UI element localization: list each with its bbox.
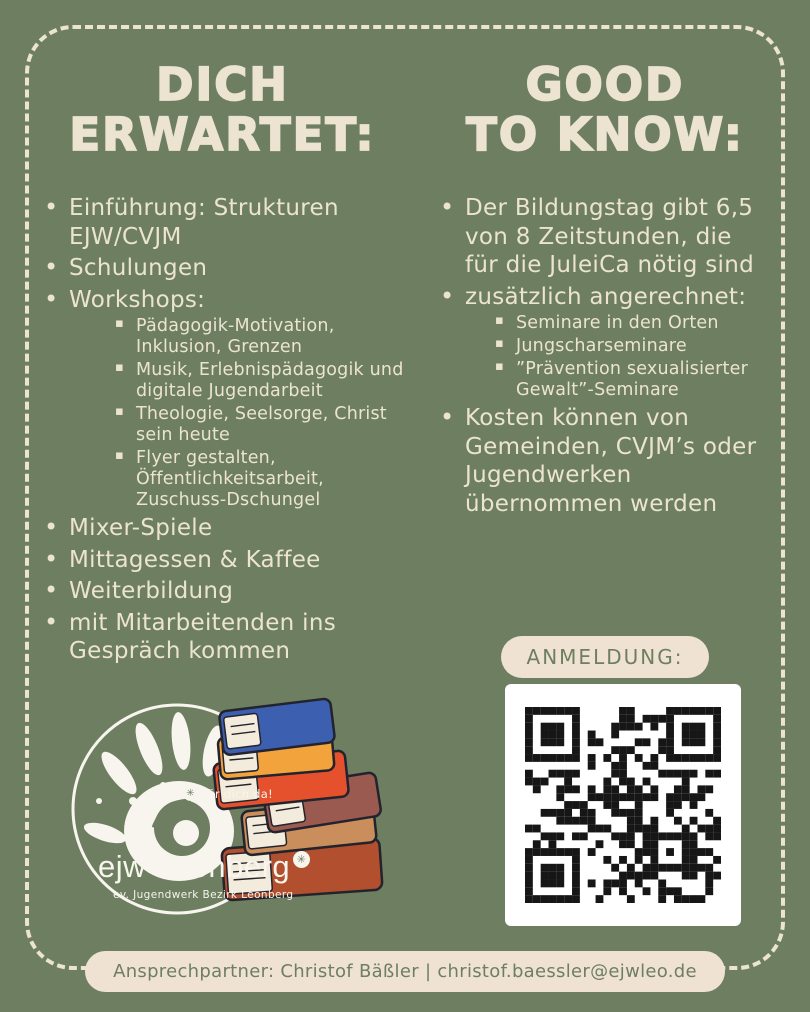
contact-pill: Ansprechpartner: Christof Bäßler | christof.baessler@ejwleo.de [85,951,725,992]
list-item [42,609,414,666]
list-item [438,283,768,402]
bullet-square-icon: ▪ [495,336,505,352]
right-column-title [430,60,780,161]
right-list [438,194,768,521]
bullet-dot-icon: • [44,544,59,573]
sub-list-item [115,404,414,446]
bullet-square-icon: ▪ [495,359,505,375]
anmeldung-badge-row [430,636,780,678]
bullet-square-icon: ▪ [115,448,125,464]
sub-list-item [115,316,414,358]
logo-name [98,849,310,885]
bullet-square-icon: ▪ [115,404,125,420]
bullet-dot-icon: • [44,193,59,221]
bullet-square-icon: ▪ [495,313,505,329]
list-item-label: Der Bildungstag gibt 6,5 von 8 Zeitstunden, die für die JuleiCa nötig sind [465,195,754,279]
left-list [42,194,414,669]
workshops-sublist [115,316,414,511]
bullet-dot-icon: • [440,403,455,432]
logo-tagline-text: für dich da! [203,786,274,801]
list-item-label: Kosten können von Gemeinden, CVJM’s oder Jugendwerken übernommen werden [465,405,757,517]
list-item-label: Weiterbildung [69,578,234,605]
sub-list-item [115,448,414,511]
list-item-label: Workshops: [69,286,206,313]
list-item-label: mit Mitarbeitenden ins Gespräch kommen [69,609,337,665]
list-item [438,404,768,518]
bullet-dot-icon: • [440,193,455,221]
sub-list-item [495,359,768,401]
qr-code-pattern [525,707,721,903]
sub-list-item [495,313,768,334]
list-item [42,577,414,606]
list-item-label: Mixer-Spiele [69,515,213,542]
bullet-dot-icon: • [440,281,455,310]
anmeldung-badge: ANMELDUNG: [501,636,710,678]
star-icon: ✳ [293,851,310,868]
left-title-line1: DICH [156,58,289,111]
right-title-line1: GOOD [525,58,685,111]
list-item-label: zusätzlich angerechnet: [465,283,747,310]
sub-item-label: Pädagogik-Motivation, Inklusion, Grenzen [136,316,335,358]
bullet-dot-icon: • [44,576,59,605]
sub-item-label: Musik, Erlebnispädagogik und digitale Jugendarbeit [136,360,404,402]
sub-item-label: Flyer gestalten, Öffentlichkeitsarbeit, Zuschuss-Dschungel [136,448,324,511]
list-item [42,514,414,543]
bullet-square-icon: ▪ [115,360,125,376]
bullet-dot-icon: • [44,607,59,636]
left-column-title [45,60,400,161]
star-icon: ✳ [183,786,198,801]
logo-name-text: ejw Leonberg [98,849,291,884]
logo-tagline [183,786,273,801]
bullet-dot-icon: • [44,253,59,282]
qr-code [505,684,741,926]
left-title-line2: ERWARTET: [69,108,376,162]
sub-item-label: Theologie, Seelsorge, Christ sein heute [136,404,387,446]
bullet-square-icon: ▪ [115,316,125,332]
list-item [438,194,768,280]
list-item [42,254,414,283]
angerechnet-sublist [495,313,768,401]
list-item-label: Schulungen [69,255,208,282]
logo-subtitle: ev. Jugendwerk Bezirk Leonberg [113,889,294,901]
list-item-label: Einführung: Strukturen EJW/CVJM [69,195,339,250]
list-item-label: Mittagessen & Kaffee [69,546,321,573]
bullet-dot-icon: • [44,284,59,313]
sub-list-item [115,360,414,402]
sub-list-item [495,336,768,357]
list-item [42,194,414,251]
footer-row [0,951,810,992]
sub-item-label: ”Prävention sexualisierter Gewalt”-Seminare [516,359,748,401]
list-item [42,546,414,575]
sub-item-label: Jungscharseminare [516,336,687,357]
list-item [42,286,414,512]
bullet-dot-icon: • [44,513,59,542]
right-title-line2: TO KNOW: [466,108,744,162]
sub-item-label: Seminare in den Orten [516,313,719,334]
